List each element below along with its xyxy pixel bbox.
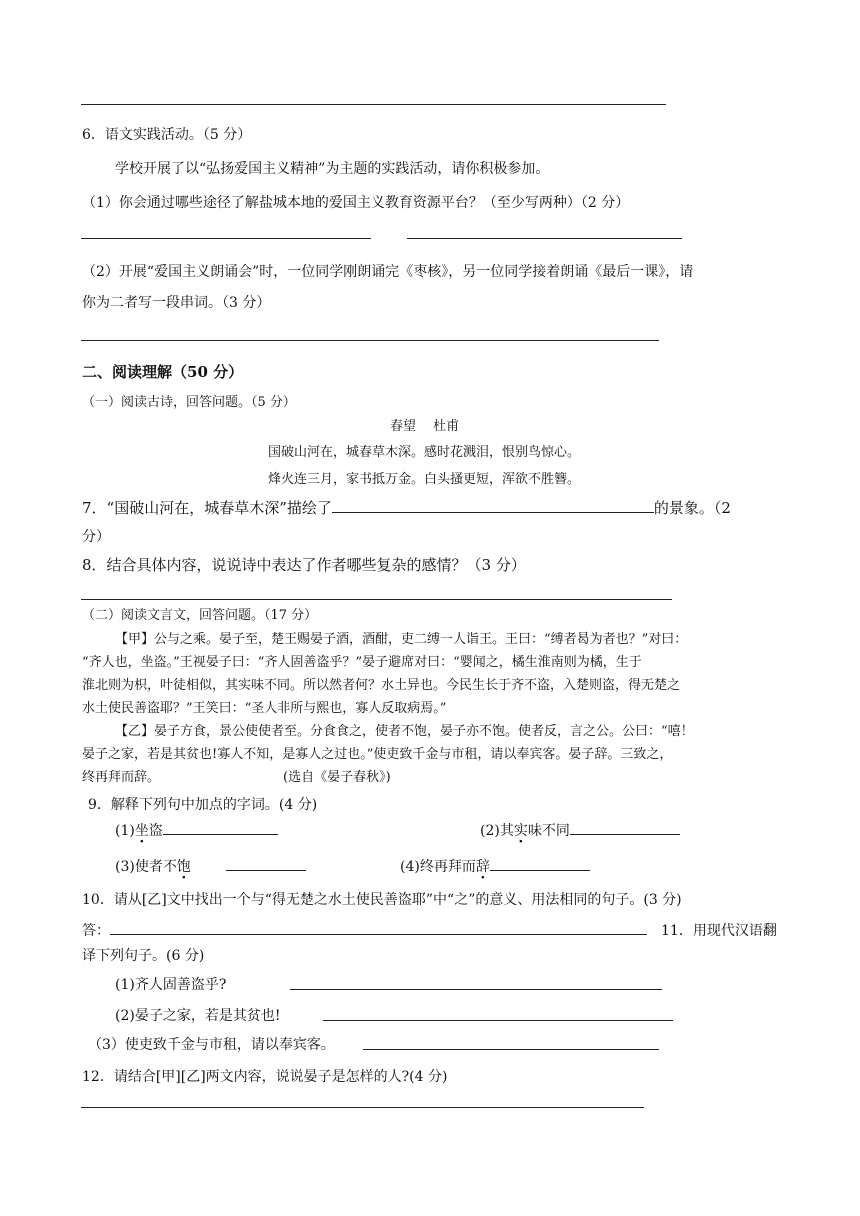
- q7-suffix: 的景象。（2: [653, 499, 731, 517]
- q11-sentence-1: (1)齐人固善盗乎?: [115, 977, 227, 993]
- yi-line-3a: 终再拜而辞。: [82, 770, 161, 785]
- q6-title: 6．语文实践活动。（5 分）: [82, 127, 252, 143]
- section2-heading: 二、阅读理解（50 分）: [82, 363, 244, 381]
- part2-title: （二）阅读文言文，回答问题。（17 分）: [82, 608, 318, 623]
- q11-answer-line-1: [290, 989, 662, 990]
- jia-line-1: 【甲】公与之乘。晏子至，楚王赐晏子酒，酒酣，吏二缚一人诣王。王曰：“缚者曷为者也？”对曰：: [115, 632, 688, 647]
- jia-line-4: 水土使民善盗耶？”王笑曰：“圣人非所与熙也，寡人反取病焉。”: [82, 701, 447, 716]
- q10-answer-row: [82, 920, 777, 940]
- yi-line-1: 【乙】晏子方食，景公使使者至。分食食之，使者不饱，晏子亦不饱。使者反，言之公。公曰：“嘻！: [115, 724, 694, 739]
- section2-part1-title: （一）阅读古诗，回答问题。（5 分）: [82, 395, 296, 410]
- yi-line-2: 晏子之家，若是其贫也!寡人不知，是寡人之过也。”使吏致千金与市租，请以奉宾客。晏子辞。三致之，: [82, 747, 673, 762]
- poem-title: 春望 杜甫: [390, 419, 460, 434]
- q9-item-4-dotted: 辞: [475, 859, 490, 875]
- q7-blank: [332, 498, 654, 513]
- q9-item-2: (2)其实味不同: [480, 820, 680, 840]
- q9-title: 9．解释下列句中加点的字词。(4 分): [88, 797, 318, 813]
- q9-blank-3: [226, 856, 306, 871]
- q12-text: 12．请结合[甲][乙]两文内容，说说晏子是怎样的人?(4 分): [82, 1069, 448, 1085]
- q6-answer-line-1b: [407, 238, 682, 239]
- q8-text: 8．结合具体内容，说说诗中表达了作者哪些复杂的感情？（3 分）: [82, 556, 526, 574]
- q9-item-3: (3)使者不饱: [115, 856, 306, 876]
- q9-blank-2: [570, 820, 680, 835]
- q6-answer-line-1a: [81, 238, 371, 239]
- q6-sub2-line2: 你为二者写一段串词。（3 分）: [82, 295, 271, 311]
- poem-line-1: 国破山河在，城春草木深。感时花溅泪，恨别鸟惊心。: [268, 445, 581, 460]
- q6-sub1: （1）你会通过哪些途径了解盐城本地的爱国主义教育资源平台？（至少写两种）（2 分）: [82, 195, 630, 211]
- jia-line-2: “齐人也，坐盗。”王视晏子曰：“齐人固善盗乎？”晏子避席对曰：“婴闻之，橘生淮南则为橘，生于: [82, 655, 642, 670]
- q12-answer-line: [81, 1107, 644, 1108]
- q8-answer-line: [81, 599, 672, 600]
- yi-line-3b: (选自《晏子春秋》): [283, 770, 391, 785]
- q10-text: 10．请从[乙]文中找出一个与“得无楚之水土使民善盗耶”中“之”的意义、用法相同的句子。(3 分): [82, 892, 682, 908]
- q7-line: [82, 497, 731, 518]
- q11-sentence-2: (2)晏子之家，若是其贫也!: [115, 1008, 281, 1024]
- q6-sub2-line1: （2）开展“爱国主义朗诵会”时，一位同学刚朗诵完《枣核》，另一位同学接着朗诵《最后一课》，请: [82, 264, 694, 280]
- q11-answer-line-3: [363, 1049, 659, 1050]
- q9-item-3-dotted: 饱: [176, 859, 191, 875]
- q11-sentence-3: （3）使吏致千金与市租，请以奉宾客。: [88, 1037, 335, 1053]
- q9-item-2-dotted: 实: [513, 823, 528, 839]
- q11-title-wrap: 译下列句子。(6 分): [82, 948, 205, 964]
- q9-item-1-dotted: 坐: [134, 823, 149, 839]
- q9-blank-4: [490, 856, 590, 871]
- q10-answer-label: 答：: [82, 923, 110, 939]
- poem-line-2: 烽火连三月，家书抵万金。白头搔更短，浑欲不胜簪。: [268, 472, 581, 487]
- q9-item-1: (1)坐盗: [115, 820, 278, 840]
- q11-answer-line-2: [323, 1020, 673, 1021]
- q6-answer-line-2: [81, 340, 659, 341]
- q6-intro: 学校开展了以“弘扬爱国主义精神”为主题的实践活动，请你积极参加。: [115, 161, 550, 177]
- q9-item-4: (4)终再拜而辞: [400, 856, 590, 876]
- answer-line-top: [81, 104, 666, 105]
- q11-title-inline: 11．用现代汉语翻: [661, 923, 777, 939]
- jia-line-3: 淮北则为枳，叶徒相似，其实味不同。所以然者何？水土异也。今民生长于齐不盗，入楚则盗，得无楚之: [82, 678, 681, 693]
- q9-blank-1: [163, 820, 278, 835]
- q7-prefix: 7．“国破山河在，城春草木深”描绘了: [82, 499, 332, 517]
- q7-wrap: 分）: [82, 529, 110, 545]
- q10-blank: [110, 920, 647, 935]
